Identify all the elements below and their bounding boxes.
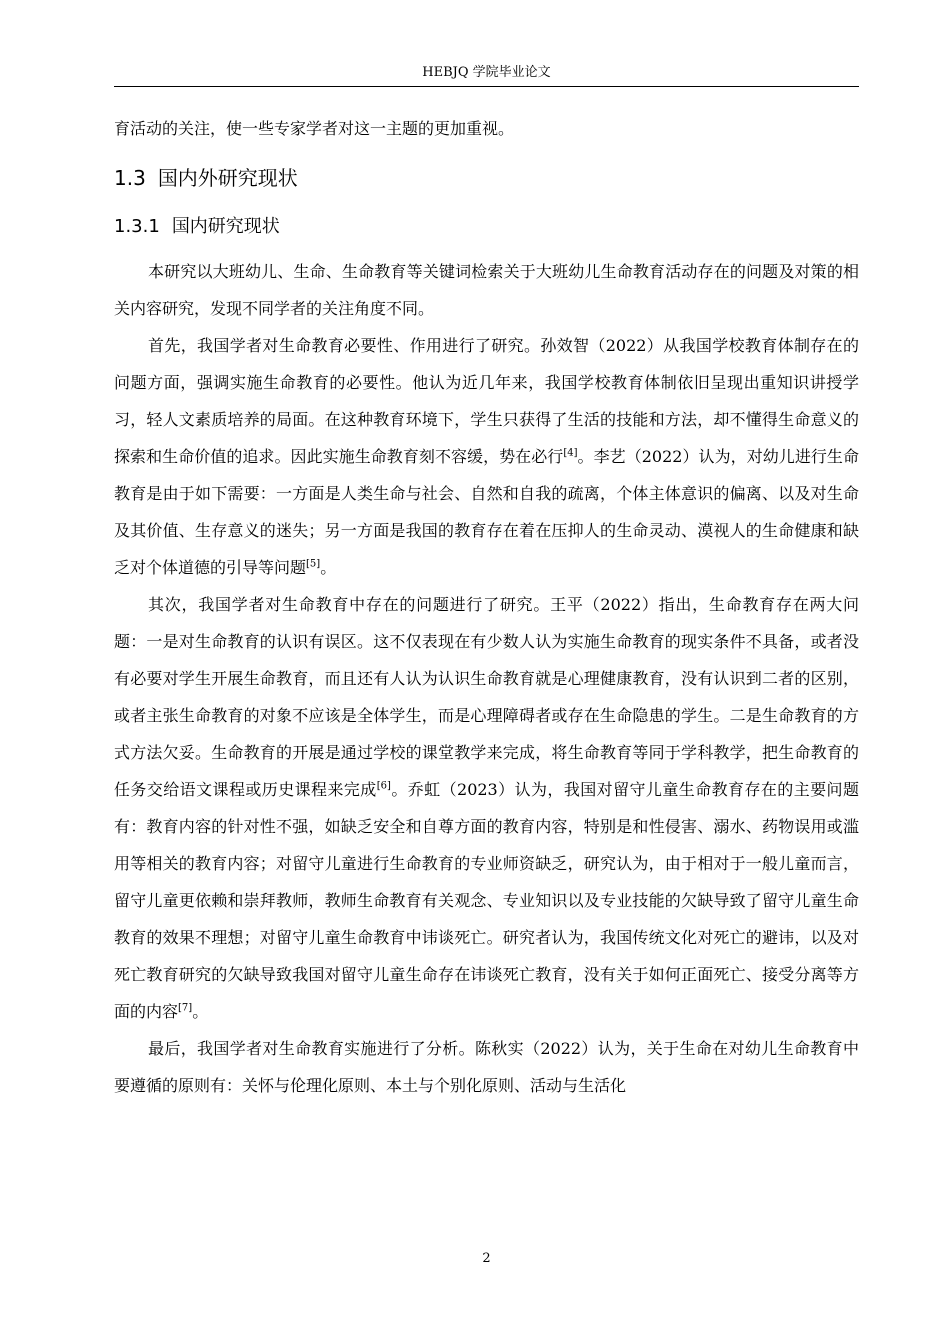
citation-ref: [5] — [306, 558, 321, 570]
paragraph-necessity — [114, 327, 859, 586]
paragraph-text: 。 — [320, 558, 337, 577]
paragraph-text: 首先，我国学者对生命教育必要性、作用进行了研究。孙效智（2022）从我国学校教育体制存在的问题方面，强调实施生命教育的必要性。他认为近几年来，我国学校教育体制依旧呈现出重知识讲授学习，轻人文素质培养的局面。在这种教育环境下，学生只获得了生活的技能和方法，却不懂得生命意义的探索和生命价值的追求。因此实施生命教育刻不容缓，势在必行 — [114, 336, 859, 466]
paragraph-continued: 育活动的关注，使一些专家学者对这一主题的更加重视。 — [114, 119, 515, 138]
paragraph-text: 其次，我国学者对生命教育中存在的问题进行了研究。王平（2022）指出，生命教育存在两大问题：一是对生命教育的认识有误区。这不仅表现在有少数人认为实施生命教育的现实条件不具备，或者没有必要对学生开展生命教育，而且还有人认为认识生命教育就是心理健康教育，没有认识到二者的区别，或者主张生命教育的对象不应该是全体学生，而是心理障碍者或存在生命隐患的学生。二是生命教育的方式方法欠妥。生命教育的开展是通过学校的课堂教学来完成，将生命教育等同于学科教学，把生命教育的任务交给语文课程或历史课程来完成 — [114, 595, 859, 799]
subsection-title: 国内研究现状 — [171, 216, 280, 237]
subsection-number: 1.3.1 — [114, 216, 160, 237]
running-header: HEBJQ 学院毕业论文 — [422, 65, 551, 80]
section-heading — [114, 157, 859, 199]
section-number: 1.3 — [114, 166, 146, 190]
header-rule — [114, 86, 859, 87]
paragraph-text: 。李艺（2022）认为，对幼儿进行生命教育是由于如下需要：一方面是人类生命与社会、自然和自我的疏离，个体主体意识的偏离、以及对生命及其价值、生存意义的迷失；另一方面是我国的教育存在着在压抑人的生命灵动、漠视人的生命健康和缺乏对个体道德的引导等问题 — [114, 447, 859, 577]
body-text — [114, 110, 859, 1104]
citation-ref: [4] — [563, 447, 578, 459]
paragraph-text: 。乔虹（2023）认为，我国对留守儿童生命教育存在的主要问题有：教育内容的针对性不强，如缺乏安全和自尊方面的教育内容，特别是和性侵害、溺水、药物误用或滥用等相关的教育内容；对留守儿童进行生命教育的专业师资缺乏，研究认为，由于相对于一般儿童而言，留守儿童更依赖和崇拜教师，教师生命教育有关观念、专业知识以及专业技能的欠缺导致了留守儿童生命教育的效果不理想；对留守儿童生命教育中讳谈死亡。研究者认为，我国传统文化对死亡的避讳，以及对死亡教育研究的欠缺导致我国对留守儿童生命存在讳谈死亡教育，没有关于如何正面死亡、接受分离等方面的内容 — [114, 780, 859, 1021]
subsection-heading — [114, 207, 859, 247]
paragraph-intro: 本研究以大班幼儿、生命、生命教育等关键词检索关于大班幼儿生命教育活动存在的问题及对策的相关内容研究，发现不同学者的关注角度不同。 — [114, 262, 859, 318]
paragraph-problems — [114, 586, 859, 1030]
citation-ref: [6] — [376, 780, 391, 792]
section-title: 国内外研究现状 — [157, 166, 298, 190]
paragraph-text: 。 — [192, 1002, 209, 1021]
page-number: 2 — [482, 1251, 491, 1266]
paragraph-implementation: 最后，我国学者对生命教育实施进行了分析。陈秋实（2022）认为，关于生命在对幼儿生命教育中要遵循的原则有：关怀与伦理化原则、本土与个别化原则、活动与生活化 — [114, 1039, 859, 1095]
citation-ref: [7] — [178, 1002, 193, 1014]
